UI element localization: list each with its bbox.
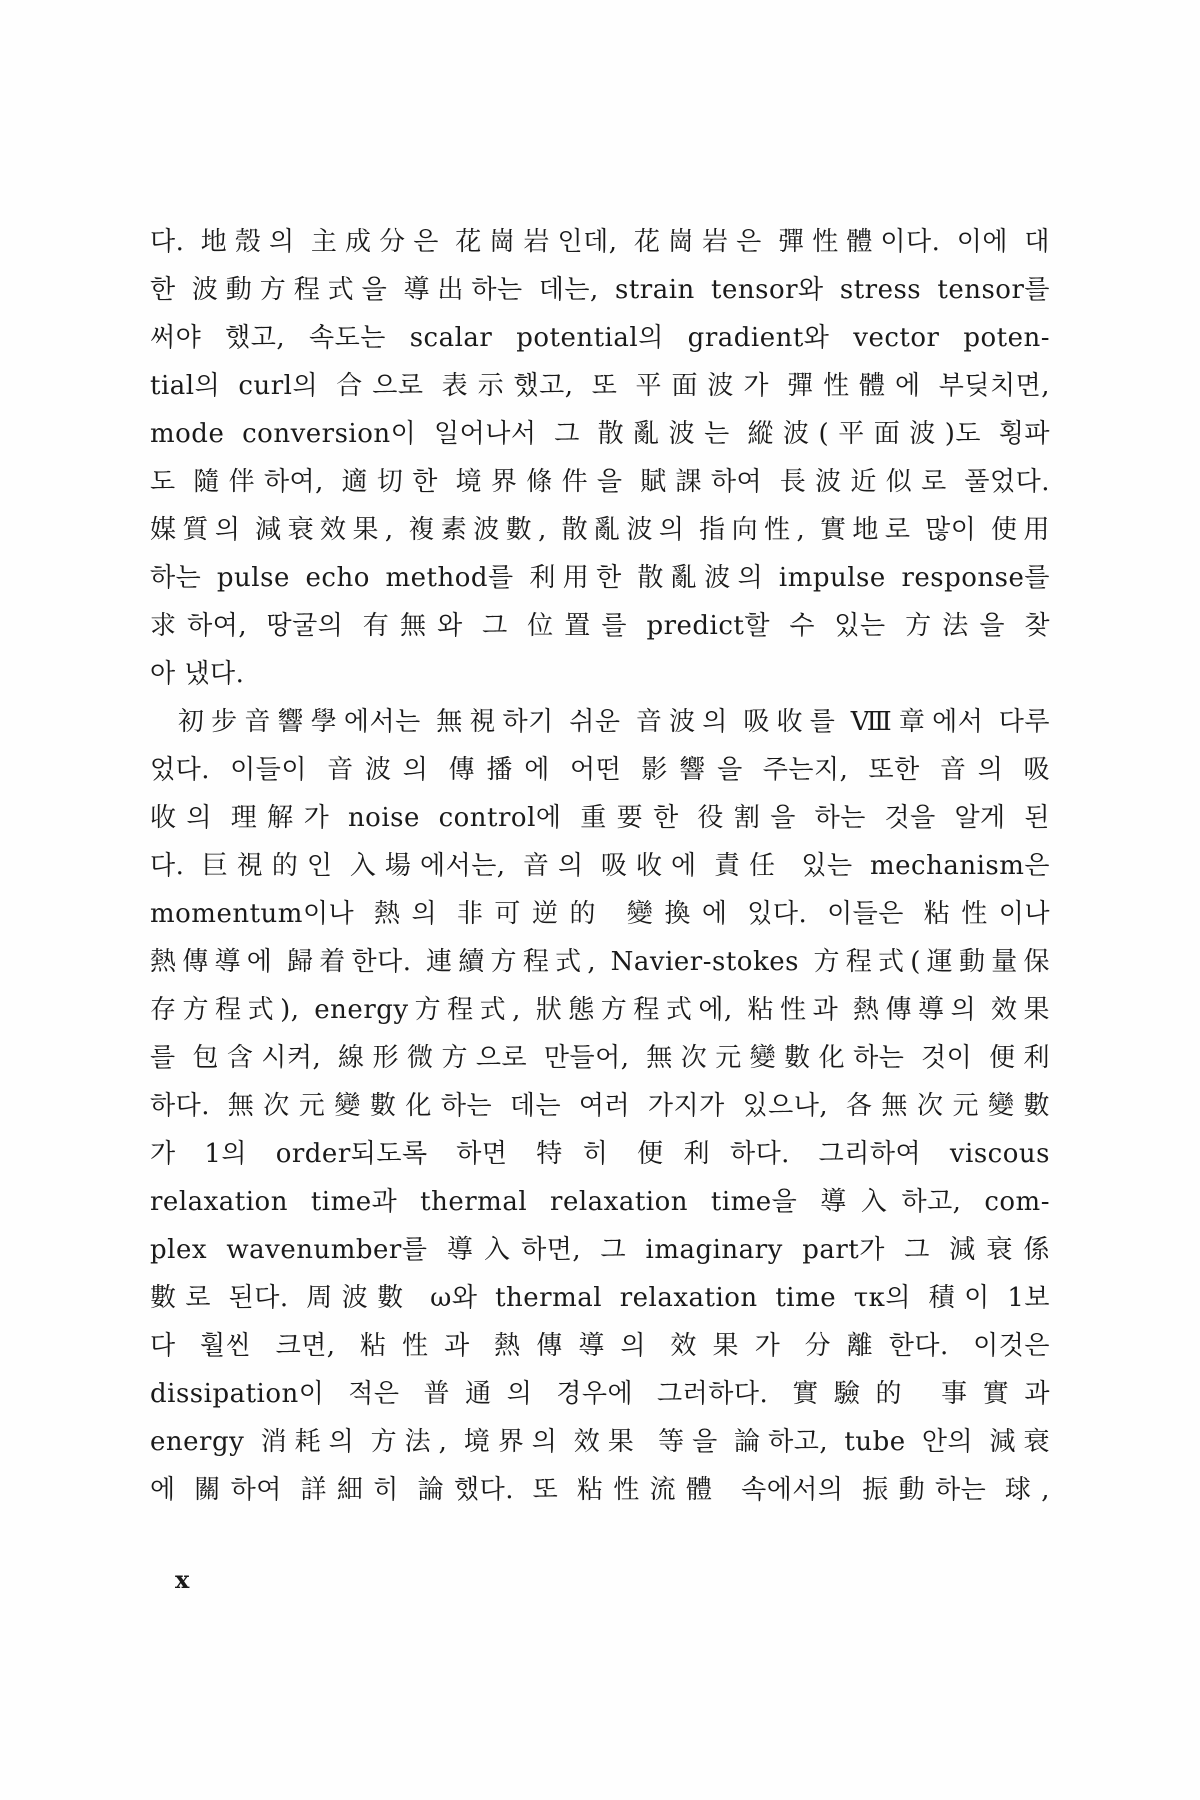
text-line: mode conversion이 일어나서 그 散亂波는 縱波(平面波)도 횡파 [150,419,1050,449]
text-line: 도 隨伴하여, 適切한 境界條件을 賦課하여 長波近似로 풀었다. [150,467,1050,497]
text-line: relaxation time과 thermal relaxation time을 導入하고, com- [150,1187,1050,1217]
text-line: 를 包含시켜, 線形微方으로 만들어, 無次元變數化하는 것이 便利 [150,1043,1050,1073]
text-line: 가 1의 order되도록 하면 特히 便利하다. 그리하여 viscous [150,1139,1050,1169]
text-line: 熱傳導에 歸着한다. 連續方程式, Navier-stokes 方程式(運動量保 [150,947,1050,977]
text-line: 存方程式), energy方程式, 狀態方程式에, 粘性과 熱傳導의 效果 [150,995,1050,1025]
text-line: 收의 理解가 noise control에 重要한 役割을 하는 것을 알게 된 [150,803,1050,833]
text-line: momentum이나 熱의 非可逆的 變換에 있다. 이들은 粘性이나 [150,899,1050,929]
text-line: 다. 地殼의 主成分은 花崗岩인데, 花崗岩은 彈性體이다. 이에 대 [150,227,1050,257]
text-line: 하는 pulse echo method를 利用한 散亂波의 impulse response를 [150,563,1050,593]
text-line: tial의 curl의 合으로 表示했고, 또 平面波가 彈性體에 부딪치면, [150,371,1050,401]
text-line: 數로 된다. 周波數 ω와 thermal relaxation time τκ의 積이 1보 [150,1283,1050,1313]
text-line: 었다. 이들이 音波의 傳播에 어떤 影響을 주는지, 또한 音의 吸 [150,755,1050,785]
text-line: 다 훨씬 크면, 粘性과 熱傳導의 效果가 分離한다. 이것은 [150,1331,1050,1361]
page-number: x [175,1565,190,1594]
text-line: 求하여, 땅굴의 有無와 그 位置를 predict할 수 있는 方法을 찾 [150,611,1050,641]
text-line: 아 냈다. [150,659,245,689]
text-line: dissipation이 적은 普通의 경우에 그러하다. 實驗的 事實과 [150,1379,1050,1409]
text-line: energy 消耗의 方法, 境界의 效果 等을 論하고, tube 안의 減衰 [150,1427,1050,1457]
text-line: 써야 했고, 속도는 scalar potential의 gradient와 vector poten- [150,323,1050,353]
text-line: 媒質의 減衰效果, 複素波數, 散亂波의 指向性, 實地로 많이 使用 [150,515,1050,545]
text-line: 初步音響學에서는 無視하기 쉬운 音波의 吸收를 Ⅷ章에서 다루 [178,707,1050,737]
text-line: 한 波動方程式을 導出하는 데는, strain tensor와 stress tensor를 [150,275,1050,305]
text-line: 에 關하여 詳細히 論했다. 또 粘性流體 속에서의 振動하는 球, [150,1475,1050,1505]
body-text [150,218,1050,1514]
text-line: 다. 巨視的인 入場에서는, 音의 吸收에 責任 있는 mechanism은 [150,851,1050,881]
text-line: plex wavenumber를 導入하면, 그 imaginary part가 그 減衰係 [150,1235,1050,1265]
text-line: 하다. 無次元變數化하는 데는 여러 가지가 있으나, 各無次元變數 [150,1091,1050,1121]
